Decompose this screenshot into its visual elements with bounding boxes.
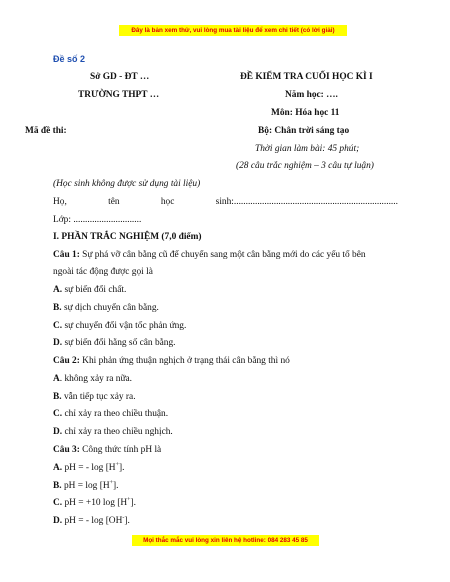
option [53,408,168,420]
question-label: Câu 1: [53,250,80,260]
question-label: Câu 3: [53,445,80,455]
option-text: chỉ xảy ra theo chiều thuận. [64,409,169,419]
note: (Học sinh không được sử dụng tài liệu) [53,179,201,189]
option [53,462,124,474]
option-key: A. [53,463,63,473]
option-text: pH = - log [OH [64,516,123,526]
superscript: - [122,514,125,521]
question-text: Sự phá vỡ cân bằng cũ để chuyển sang một cân bằng mới do các yếu tố bên [82,250,366,260]
name-word-4: sinh:...................................................................... [215,197,398,207]
class-line: Lớp: ............................. [53,215,142,225]
option-text: chỉ xảy ra theo chiều nghịch. [64,427,173,437]
question-text: Khi phản ứng thuận nghịch ở trạng thái cân bằng thì nó [82,356,290,366]
option-text: sự biến đổi hằng số cân bằng. [64,338,176,348]
school-name: TRƯỜNG THPT … [78,90,160,100]
option-key: D. [53,427,63,437]
option [53,373,132,385]
exam-structure: (28 câu trắc nghiệm – 3 câu tự luận) [236,161,374,171]
option [53,302,159,314]
option-text: vẫn tiếp tục xảy ra. [63,392,136,402]
option [53,284,126,296]
exam-title: ĐỀ KIỂM TRA CUỐI HỌC KÌ I [240,72,373,82]
option-text: sự chuyển đổi vận tốc phản ứng. [64,321,187,331]
option [53,320,186,332]
option-key: D. [53,516,63,526]
name-word-2: tên [108,197,120,207]
option-tail: ]. [113,481,119,491]
preview-banner: Đây là bản xem thử, vui lòng mua tài liệu để xem chi tiết (có lời giải) [119,25,347,36]
superscript: + [127,496,131,503]
option-tail: ]. [124,516,130,526]
option [53,515,130,527]
option-text: pH = log [H [63,481,110,491]
option [53,426,173,438]
option [53,337,176,349]
name-word-3: học [160,197,175,207]
option [53,391,136,403]
superscript: + [115,461,119,468]
name-word-1: Họ, [53,197,67,207]
question-1-cont: ngoài tác động được gọi là [53,267,153,277]
option-key: C. [53,409,63,419]
question-3 [53,444,161,456]
option-text: pH = - log [H [64,463,116,473]
option-text: sự dịch chuyển cân bằng. [63,303,159,313]
exam-code-label: Mã đề thi: [25,126,67,136]
question-2 [53,355,290,367]
option-key: C. [53,321,63,331]
option-key: A [53,374,60,384]
question-text: Công thức tính pH là [82,445,162,455]
option-text: . không xảy ra nữa. [59,374,133,384]
subject: Môn: Hóa học 11 [271,108,340,118]
option-text: sự biến đổi chất. [64,285,127,295]
question-1 [53,249,366,261]
option [53,497,136,509]
option-key: B. [53,392,62,402]
option-key: A. [53,285,63,295]
option-key: C. [53,498,63,508]
option-key: B. [53,303,62,313]
school-year: Năm học: …. [285,90,338,100]
superscript: + [109,479,113,486]
option-key: B. [53,481,62,491]
option-tail: ]. [118,463,125,473]
student-name-line [53,196,398,208]
option-tail: ]. [130,498,136,508]
book-series: Bộ: Chân trời sáng tạo [258,126,350,136]
hotline-banner: Mọi thắc mắc vui lòng xin liên hệ hotline: 084 283 45 85 [132,535,319,546]
option-text: pH = +10 log [H [64,498,128,508]
time-limit: Thời gian làm bài: 45 phút; [255,144,360,154]
section-title: I. PHẦN TRẮC NGHIỆM (7,0 điểm) [53,232,202,242]
exam-number: Đề số 2 [53,54,86,64]
option [53,480,118,492]
option-key: D. [53,338,63,348]
department: Sở GD - ĐT … [90,72,150,82]
question-label: Câu 2: [53,356,80,366]
